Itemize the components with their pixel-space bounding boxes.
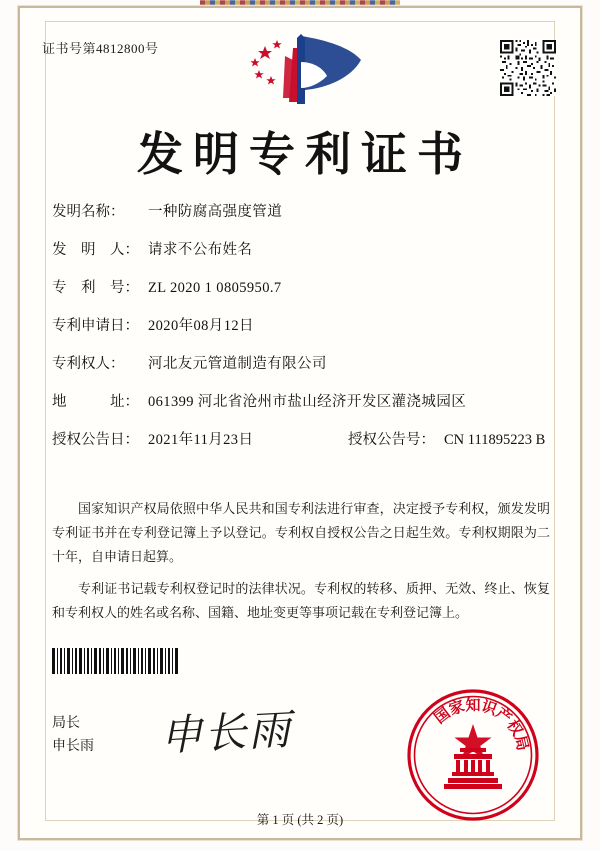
cnipa-logo-icon: [235, 32, 365, 110]
svg-text:知: 知: [465, 696, 481, 714]
field-value: 2020年08月12日: [148, 318, 254, 334]
field-label: 地 址：: [52, 394, 139, 410]
field-label: 专利权人：: [52, 356, 125, 372]
legal-text: [52, 497, 550, 633]
field-label: 发明名称：: [52, 204, 125, 220]
field-label: 发 明 人：: [52, 242, 139, 258]
svg-text:国: 国: [430, 703, 454, 728]
field-grant-announcement: [52, 428, 548, 449]
field-patent-number: [52, 276, 548, 297]
handwritten-signature: 申长雨: [158, 704, 294, 761]
svg-text:产: 产: [492, 703, 516, 728]
director-name: 申长雨: [52, 739, 94, 755]
legal-paragraph-2: 专利证书记载专利权登记时的法律状况。专利权的转移、质押、无效、终止、恢复和专利权人的姓名或名称、国籍、地址变更等事项记载在专利登记簿上。: [52, 581, 550, 621]
field-value: 请求不公布姓名: [148, 242, 253, 258]
certificate-fields: [52, 200, 548, 466]
field-value: 河北友元管道制造有限公司: [148, 356, 327, 372]
director-label: 局长: [52, 716, 80, 731]
field-value-grant-date: 2021年11月23日: [148, 432, 254, 448]
svg-text:权: 权: [503, 716, 527, 739]
national-ip-administration-seal: [404, 686, 542, 824]
field-value-grant-number: CN 111895223 B: [444, 432, 546, 448]
page-footer: 第 1 页 (共 2 页): [256, 813, 344, 827]
page-title: 发明专利证书: [137, 127, 473, 181]
barcode: [52, 648, 178, 674]
certificate-number: 证书号第4812800号: [42, 41, 159, 56]
svg-text:局: 局: [510, 733, 533, 753]
field-patentee: [52, 352, 548, 373]
field-label-grant-number: 授权公告号：: [348, 432, 435, 448]
field-label: 专 利 号：: [52, 280, 139, 296]
legal-paragraph-1: 国家知识产权局依照中华人民共和国专利法进行审查，决定授予专利权，颁发发明专利证书并在专利登记簿上予以登记。专利权自授权公告之日起生效。专利权期限为二十年，自申请日起算。: [52, 501, 550, 565]
qr-code: [500, 40, 556, 96]
field-application-date: [52, 314, 548, 335]
field-address: [52, 390, 548, 411]
signature-block: [52, 712, 94, 758]
field-label: 专利申请日：: [52, 318, 139, 334]
field-value: 061399 河北省沧州市盐山经济开发区灌浇城园区: [148, 394, 467, 410]
svg-text:识: 识: [479, 696, 500, 719]
field-invention-name: [52, 200, 548, 221]
field-inventor: [52, 238, 548, 259]
field-label-grant-date: 授权公告日：: [52, 432, 139, 448]
svg-text:家: 家: [446, 696, 467, 719]
field-value: ZL 2020 1 0805950.7: [148, 280, 282, 296]
field-value: 一种防腐高强度管道: [148, 204, 283, 220]
